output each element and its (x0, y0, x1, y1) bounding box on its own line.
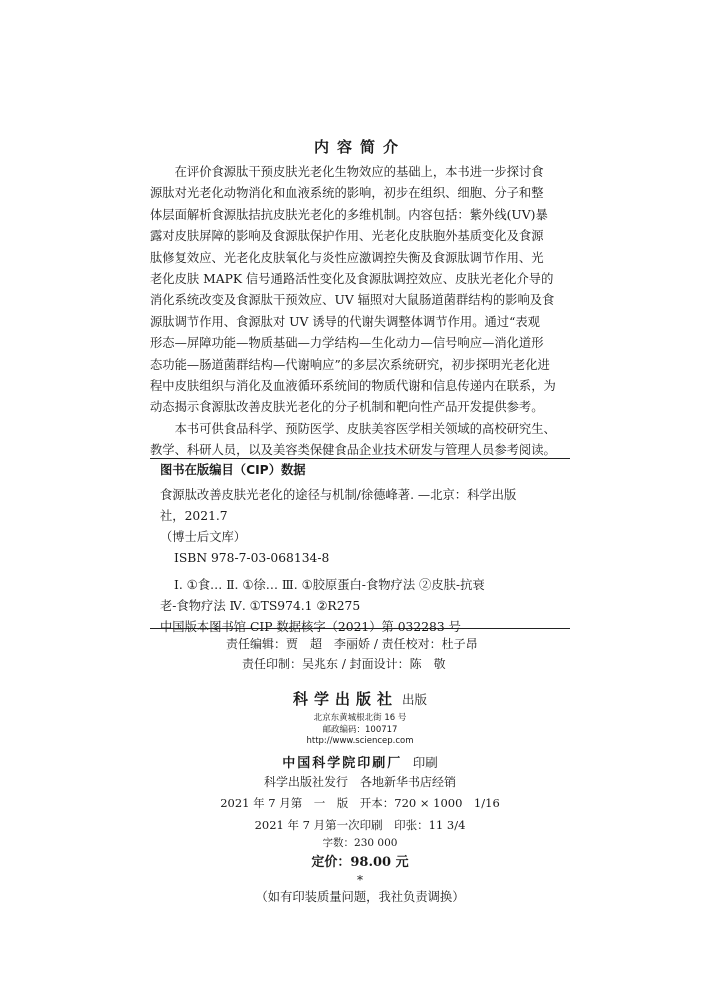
publisher-url: http://www.sciencep.com (306, 736, 414, 746)
summary-line: 程中皮肤组织与消化及血液循环系统间的物质代谢和信息传递内在联系，为 (150, 379, 556, 394)
summary-line: 动态揭示食源肽改善皮肤光老化的分子机制和靶向性产品开发提供参考。 (150, 400, 544, 415)
cip-verify-number: 中国版本图书馆 CIP 数据核字（2021）第 032283 号 (160, 620, 461, 634)
summary-line: 源肽调节作用、食源肽对 UV 诱导的代谢失调整体调节作用。通过“表观 (150, 314, 540, 329)
cip-classification: 老-食物疗法 Ⅳ. ①TS974.1 ②R275 (160, 599, 361, 613)
publisher-postcode: 邮政编码：100717 (322, 724, 398, 735)
publisher-address: 北京东黄城根北街 16 号 (313, 713, 407, 723)
price-label: 定价： (311, 855, 351, 870)
price-value: 98.00 元 (350, 855, 409, 870)
cip-title-line: 食源肽改善皮肤光老化的途径与机制/徐德峰著. —北京：科学出版 (160, 488, 517, 502)
publisher-block (0, 688, 720, 790)
summary-paragraph-1 (150, 162, 570, 419)
cip-block (150, 460, 570, 638)
word-count: 字数：230 000 (322, 837, 398, 849)
edition-specs (0, 792, 720, 908)
publisher-suffix: 出版 (402, 692, 428, 707)
summary-line: 源肽对光老化动物消化和血液系统的影响，初步在组织、细胞、分子和整 (150, 186, 544, 201)
editors-line: 责任编辑：贾 超 李丽娇 / 责任校对：杜子昂 (226, 637, 478, 651)
price-line (0, 852, 720, 874)
summary-line: 体层面解析食源肽拮抗皮肤光老化的多维机制。内容包括：紫外线(UV)暴 (150, 207, 548, 222)
cip-title-line: 社，2021.7 (160, 509, 228, 523)
summary-line: 态功能—肠道菌群结构—代谢响应”的多层次系统研究，初步探明光老化进 (150, 357, 550, 372)
summary-line: 教学、科研人员，以及美容类保健食品企业技术研发与管理人员参考阅读。 (150, 443, 556, 458)
quality-notice: （如有印装质量问题，我社负责调换） (255, 890, 465, 904)
summary-title: 内容简介 (313, 138, 406, 156)
cip-top-rule (150, 458, 570, 459)
cip-bottom-rule (150, 628, 570, 629)
summary-line: 本书可供食品科学、预防医学、皮肤美容医学相关领域的高校研究生、 (174, 421, 556, 436)
summary-text (150, 162, 570, 462)
distribution-line: 科学出版社发行 各地新华书店经销 (263, 774, 456, 789)
star-mark: * (357, 873, 363, 887)
summary-line: 在评价食源肽干预皮肤光老化生物效应的基础上，本书进一步探讨食 (174, 165, 544, 179)
cip-series: （博士后文库） (160, 530, 247, 544)
summary-line: 老化皮肤 MAPK 信号通路活性变化及食源肽调控效应、皮肤光老化介导的 (150, 272, 554, 287)
cip-header: 图书在版编目（CIP）数据 (160, 463, 306, 477)
summary-line: 露对皮肤屏障的影响及食源肽保护作用、光老化皮肤胞外基质变化及食源 (150, 229, 544, 244)
cip-isbn: ISBN 978-7-03-068134-8 (174, 551, 330, 565)
publisher-name: 科学出版社 (292, 690, 398, 708)
printing-line: 2021 年 7 月第一次印刷 印张：11 3/4 (254, 818, 466, 832)
edition-line: 2021 年 7 月第 一 版 开本：720 × 1000 1/16 (220, 796, 500, 810)
printer-suffix: 印刷 (412, 754, 438, 770)
staff-credits (0, 634, 720, 674)
summary-line: 肽修复效应、光老化皮肤氧化与炎性应激调控失衡及食源肽调节作用、光 (150, 250, 544, 265)
summary-paragraph-2 (150, 419, 570, 462)
printer-name: 中国科学院印刷厂 (282, 755, 403, 771)
printing-design-line: 责任印制：吴兆东 / 封面设计：陈 敬 (242, 657, 446, 671)
summary-line: 形态—屏障功能—物质基础—力学结构—生化动力—信号响应—消化道形 (150, 336, 544, 351)
cip-classification: Ⅰ. ①食… Ⅱ. ①徐… Ⅲ. ①胶原蛋白-食物疗法 ②皮肤-抗衰 (174, 578, 485, 592)
summary-line: 消化系统改变及食源肽干预效应、UV 辐照对大鼠肠道菌群结构的影响及食 (150, 293, 555, 308)
